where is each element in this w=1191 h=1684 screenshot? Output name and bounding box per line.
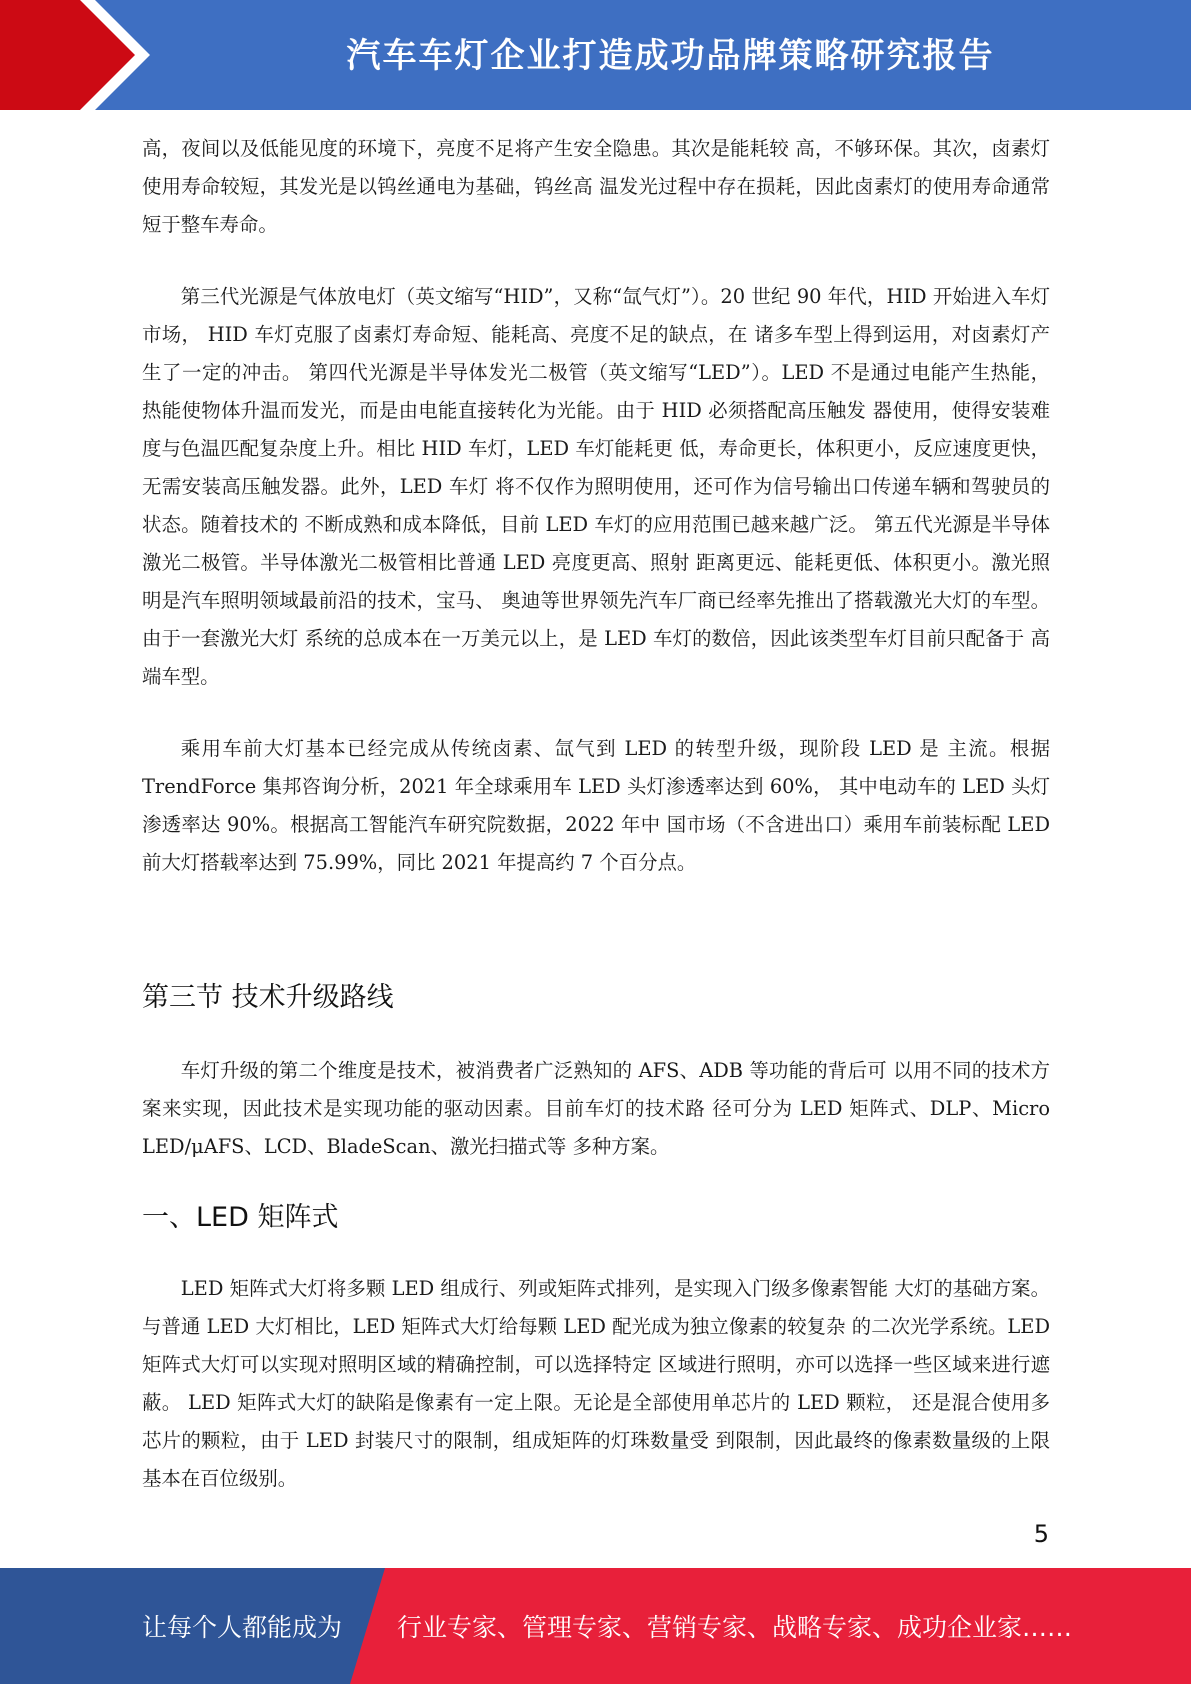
body-content-top: [142, 130, 1050, 882]
paragraph-1: 高，夜间以及低能见度的环境下，亮度不足将产生安全隐患。其次是能耗较 高，不够环保。其次，卤素灯使用寿命较短，其发光是以钨丝通电为基础，钨丝高 温发光过程中存在损耗，因此卤素灯的使用寿命通常短于整车寿命。: [142, 137, 1050, 236]
subsection-paragraph: LED 矩阵式大灯将多颗 LED 组成行、列或矩阵式排列，是实现入门级多像素智能 大灯的基础方案。 与普通 LED 大灯相比，LED 矩阵式大灯给每颗 LED 配光成为独立像素的较复杂 的二次光学系统。LED 矩阵式大灯可以实现对照明区域的精确控制，可以选择特定 区域进行照明，亦可以选择一些区域来进行遮蔽。 LED 矩阵式大灯的缺陷是像素有一定上限。无论是全部使用单芯片的 LED 颗粒， 还是混合使用多芯片的颗粒，由于 LED 封装尺寸的限制，组成矩阵的灯珠数量受 到限制，因此最终的像素数量级的上限基本在百位级别。: [142, 1277, 1050, 1490]
subsection-body: [142, 1270, 1050, 1498]
paragraph-2: 第三代光源是气体放电灯（英文缩写“HID”，又称“氙气灯”）。20 世纪 90 年代，HID 开始进入车灯市场， HID 车灯克服了卤素灯寿命短、能耗高、亮度不足的缺点，在 诸多车型上得到运用，对卤素灯产生了一定的冲击。 第四代光源是半导体发光二极管（英文缩写“LED”）。LED 不是通过电能产生热能， 热能使物体升温而发光，而是由电能直接转化为光能。由于 HID 必须搭配高压触发 器使用，使得安装难度与色温匹配复杂度上升。相比 HID 车灯，LED 车灯能耗更 低，寿命更长，体积更小，反应速度更快，无需安装高压触发器。此外，LED 车灯 将不仅作为照明使用，还可作为信号输出口传递车辆和驾驶员的状态。随着技术的 不断成熟和成本降低，目前 LED 车灯的应用范围已越来越广泛。 第五代光源是半导体激光二极管。半导体激光二极管相比普通 LED 亮度更高、照射 距离更远、能耗更低、体积更小。激光照明是汽车照明领域最前沿的技术，宝马、 奥迪等世界领先汽车厂商已经率先推出了搭载激光大灯的车型。由于一套激光大灯 系统的总成本在一万美元以上，是 LED 车灯的数倍，因此该类型车灯目前只配备于 高端车型。: [142, 285, 1050, 688]
footer-slogan-left: 让每个人都能成为: [142, 1613, 343, 1642]
subsection-heading: 一、LED 矩阵式: [142, 1202, 339, 1233]
paragraph-3: 乘用车前大灯基本已经完成从传统卤素、氙气到 LED 的转型升级，现阶段 LED 是 主流。根据 TrendForce 集邦咨询分析，2021 年全球乘用车 LED 头灯渗透率达到 60%， 其中电动车的 LED 头灯渗透率达 90%。根据高工智能汽车研究院数据，2022 年中 国市场（不含进出口）乘用车前装标配 LED 前大灯搭载率达到 75.99%，同比 2021 年提高约 7 个百分点。: [142, 737, 1050, 874]
report-title: 汽车车灯企业打造成功品牌策略研究报告: [346, 35, 995, 76]
section-heading: 第三节 技术升级路线: [142, 982, 394, 1013]
red-chevron-icon: [0, 0, 160, 110]
section-body: [142, 1052, 1050, 1166]
section-paragraph: 车灯升级的第二个维度是技术，被消费者广泛熟知的 AFS、ADB 等功能的背后可 以用不同的技术方案来实现，因此技术是实现功能的驱动因素。目前车灯的技术路 径可分为 LED 矩阵式、DLP、Micro LED/μAFS、LCD、BladeScan、激光扫描式等 多种方案。: [142, 1059, 1050, 1158]
header-banner: [0, 0, 1191, 110]
footer-slogan-right: 行业专家、管理专家、营销专家、战略专家、成功企业家……: [397, 1613, 1073, 1642]
page-number: 5: [1033, 1520, 1049, 1548]
footer-banner: [0, 1568, 1191, 1684]
